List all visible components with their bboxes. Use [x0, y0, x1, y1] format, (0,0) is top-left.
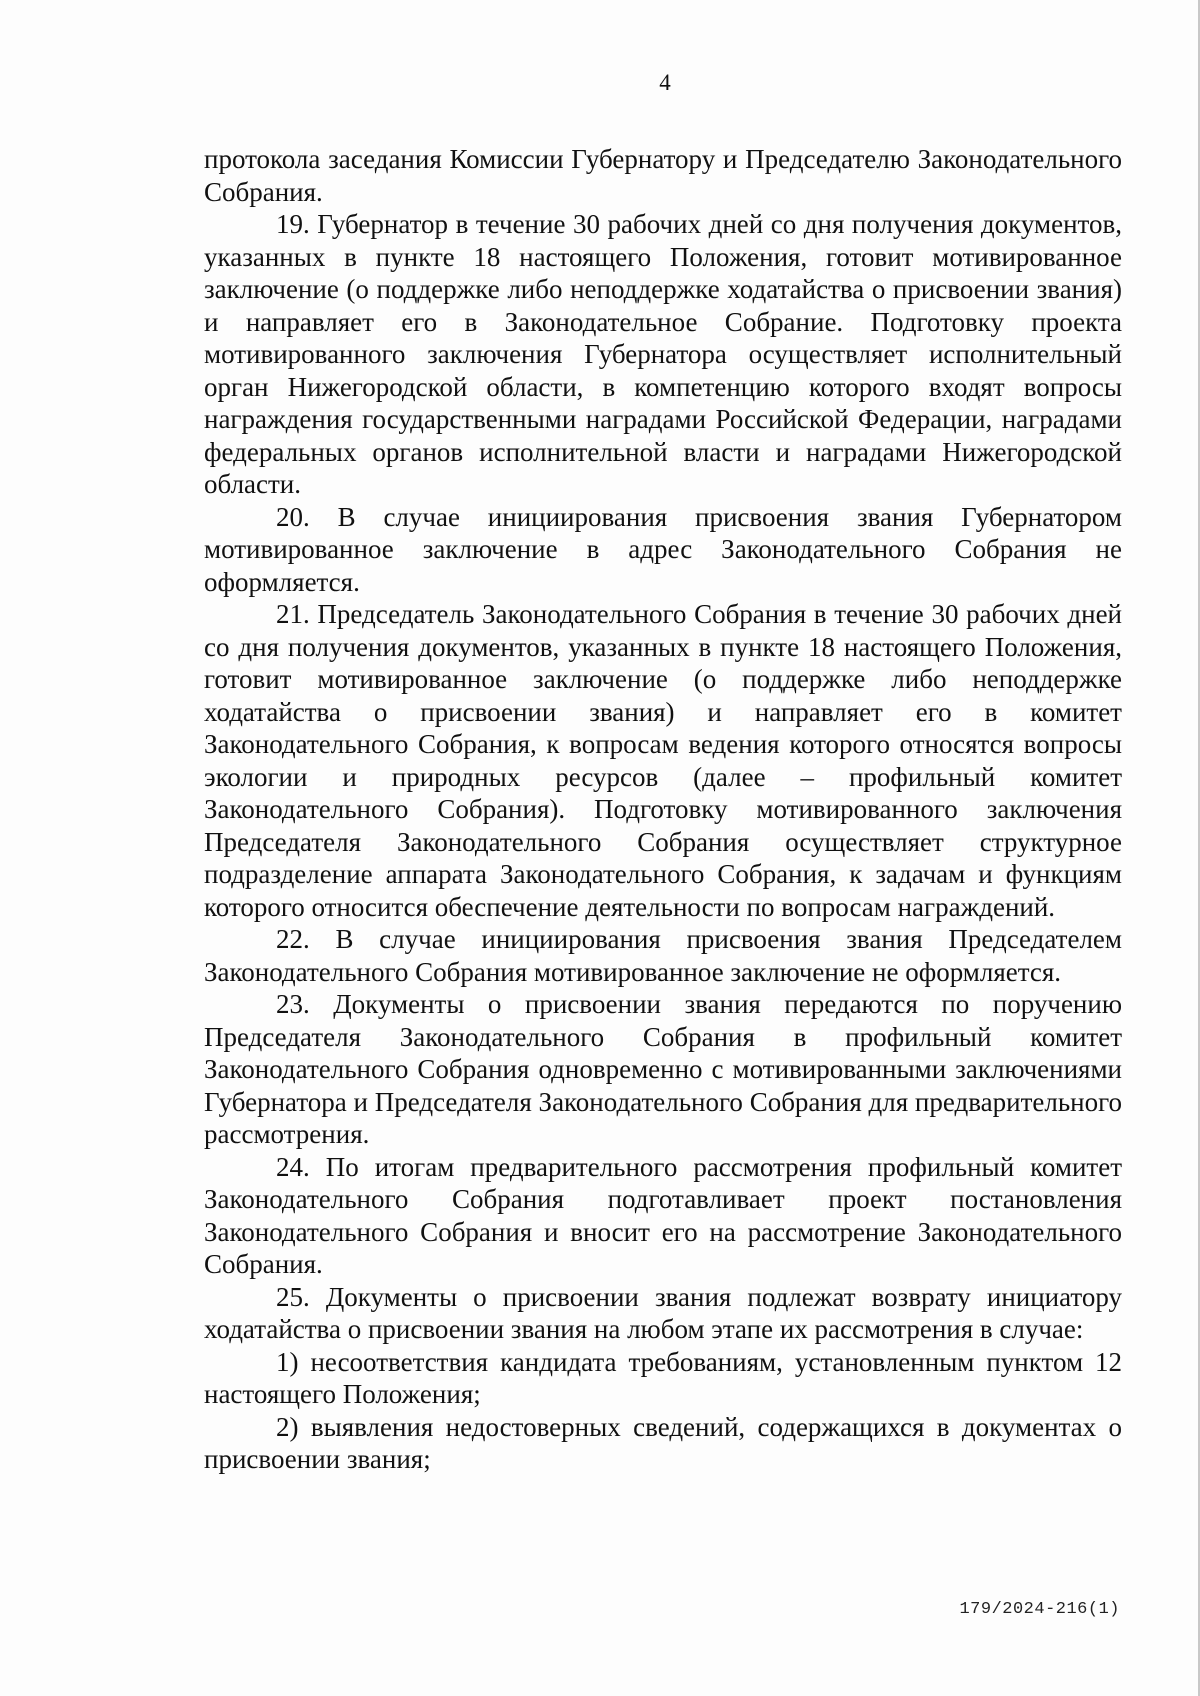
- paragraph-24: 24. По итогам предварительного рассмотрения профильный комитет Законодательного Собрания подготавливает проект постановления Законодательного Собрания и вносит его на рассмотрение Законодательного Собрания.: [204, 1151, 1122, 1279]
- paragraph-23: 23. Документы о присвоении звания передаются по поручению Председателя Законодательного Собрания в профильный комитет Законодательного Собрания одновременно с мотивированными заключениями Губернатора и Председателя Законодательного Собрания для предварительного рассмотрения.: [204, 989, 1122, 1149]
- page-number: 4: [659, 70, 671, 95]
- paragraph-22: 22. В случае инициирования присвоения звания Председателем Законодательного Собрания мотивированное заключение не оформляется.: [204, 924, 1122, 987]
- paragraph-20: 20. В случае инициирования присвоения звания Губернатором мотивированное заключение в адрес Законодательного Собрания не оформляется.: [204, 501, 1122, 597]
- paragraph-21: 21. Председатель Законодательного Собрания в течение 30 рабочих дней со дня получения документов, указанных в пункте 18 настоящего Положения, готовит мотивированное заключение (о поддержке либо неподдержке ходатайства о присвоении звания) и направляет его в комитет Законодательного Собрания, к вопросам ведения которого относятся вопросы экологии и природных ресурсов (далее – профильный комитет Законодательного Собрания). Подготовку мотивированного заключения Председателя Законодательного Собрания осуществляет структурное подразделение аппарата Законодательного Собрания, к задачам и функциям которого относится обеспечение деятельности по вопросам награждений.: [204, 599, 1122, 922]
- list-item-1: 1) несоответствия кандидата требованиям, установленным пунктом 12 настоящего Положения;: [204, 1346, 1122, 1409]
- list-item-2: 2) выявления недостоверных сведений, содержащихся в документах о присвоении звания;: [204, 1411, 1122, 1474]
- document-body: [204, 143, 1122, 1476]
- document-code: 179/2024-216(1): [959, 1600, 1120, 1619]
- paragraph-18-continuation: протокола заседания Комиссии Губернатору и Председателю Законодательного Собрания.: [204, 144, 1122, 207]
- paragraph-19: 19. Губернатор в течение 30 рабочих дней со дня получения документов, указанных в пункте 18 настоящего Положения, готовит мотивированное заключение (о поддержке либо неподдержке ходатайства о присвоении звания) и направляет его в Законодательное Собрание. Подготовку проекта мотивированного заключения Губернатора осуществляет исполнительный орган Нижегородской области, в компетенцию которого входят вопросы награждения государственными наградами Российской Федерации, наградами федеральных органов исполнительной власти и наградами Нижегородской области.: [204, 209, 1122, 499]
- paragraph-25: 25. Документы о присвоении звания подлежат возврату инициатору ходатайства о присвоении звания на любом этапе их рассмотрения в случае:: [204, 1281, 1122, 1344]
